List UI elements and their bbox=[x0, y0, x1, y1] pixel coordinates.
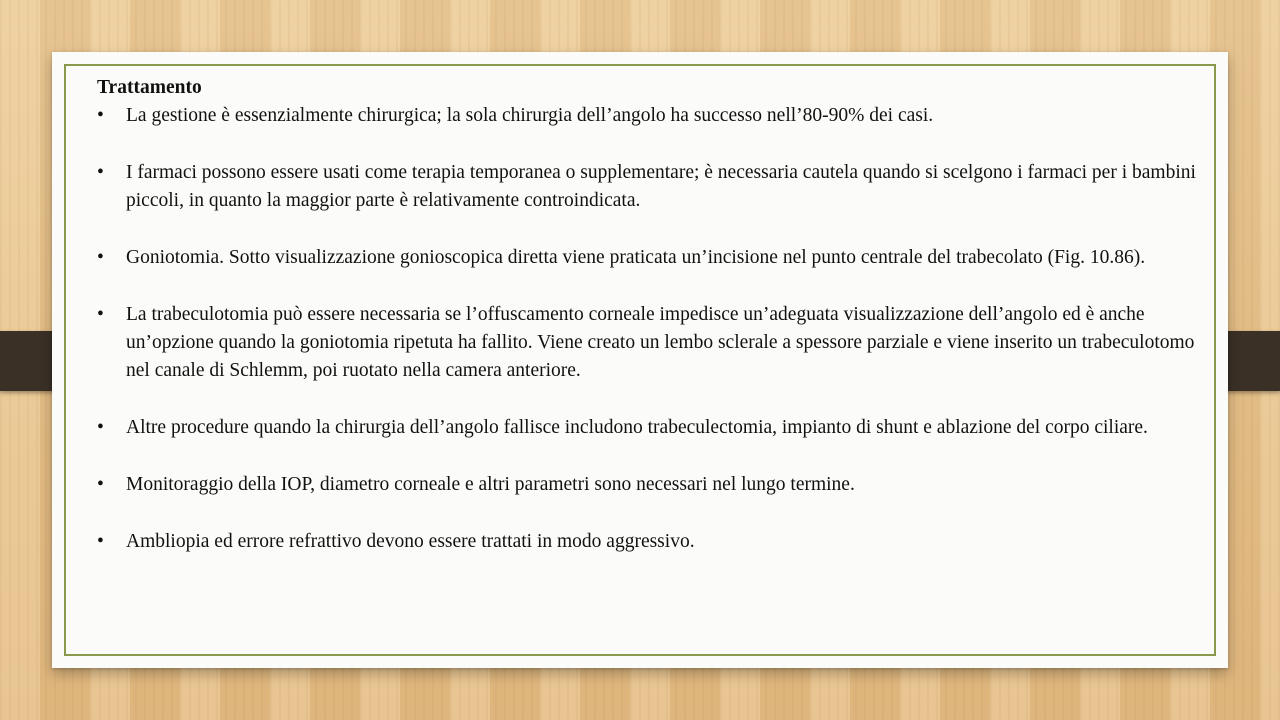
bullet-text: Monitoraggio della IOP, diametro corneale e altri parametri sono necessari nel lungo termine. bbox=[126, 474, 855, 495]
bullet-item-6 bbox=[97, 471, 1197, 499]
bullet-dot: • bbox=[97, 304, 104, 325]
bullet-text: Altre procedure quando la chirurgia dell’angolo fallisce includono trabeculectomia, impianto di shunt e ablazione del corpo ciliare. bbox=[126, 417, 1148, 438]
bullet-dot: • bbox=[97, 247, 104, 268]
bullet-item-3 bbox=[97, 244, 1197, 272]
bullet-item-7 bbox=[97, 528, 1197, 556]
bullet-dot: • bbox=[97, 531, 104, 552]
bullet-text: La gestione è essenzialmente chirurgica; la sola chirurgia dell’angolo ha successo nell’80-90% dei casi. bbox=[126, 105, 934, 126]
bullet-item-5 bbox=[97, 414, 1197, 442]
bullet-text: I farmaci possono essere usati come terapia temporanea o supplementare; è necessaria cautela quando si scelgono i farmaci per i bambini piccoli, in quanto la maggior parte è relativamente controindicata. bbox=[126, 162, 1196, 211]
bullet-text: Ambliopia ed errore refrattivo devono essere trattati in modo aggressivo. bbox=[126, 531, 695, 552]
slide-heading: Trattamento bbox=[97, 77, 202, 98]
bullet-item-2 bbox=[97, 159, 1197, 215]
left-strap-decoration bbox=[0, 331, 56, 391]
bullet-text: La trabeculotomia può essere necessaria se l’offuscamento corneale impedisce un’adeguata visualizzazione dell’angolo ed è anche un’opzione quando la goniotomia ripetuta ha fallito. Viene creato un lembo sclerale a spessore parziale e viene inserito un trabeculotomo nel canale di Schlemm, poi ruotato nella camera anteriore. bbox=[126, 304, 1195, 381]
bullet-dot: • bbox=[97, 162, 104, 183]
slide-paper bbox=[52, 52, 1228, 668]
bullet-text: Goniotomia. Sotto visualizzazione gonioscopica diretta viene praticata un’incisione nel punto centrale del trabecolato (Fig. 10.86). bbox=[126, 247, 1146, 268]
bullet-item-4 bbox=[97, 301, 1197, 385]
bullet-dot: • bbox=[97, 105, 104, 126]
bullet-dot: • bbox=[97, 417, 104, 438]
bullet-dot: • bbox=[97, 474, 104, 495]
bullet-item-1 bbox=[97, 102, 1197, 130]
slide-content bbox=[97, 74, 1197, 556]
